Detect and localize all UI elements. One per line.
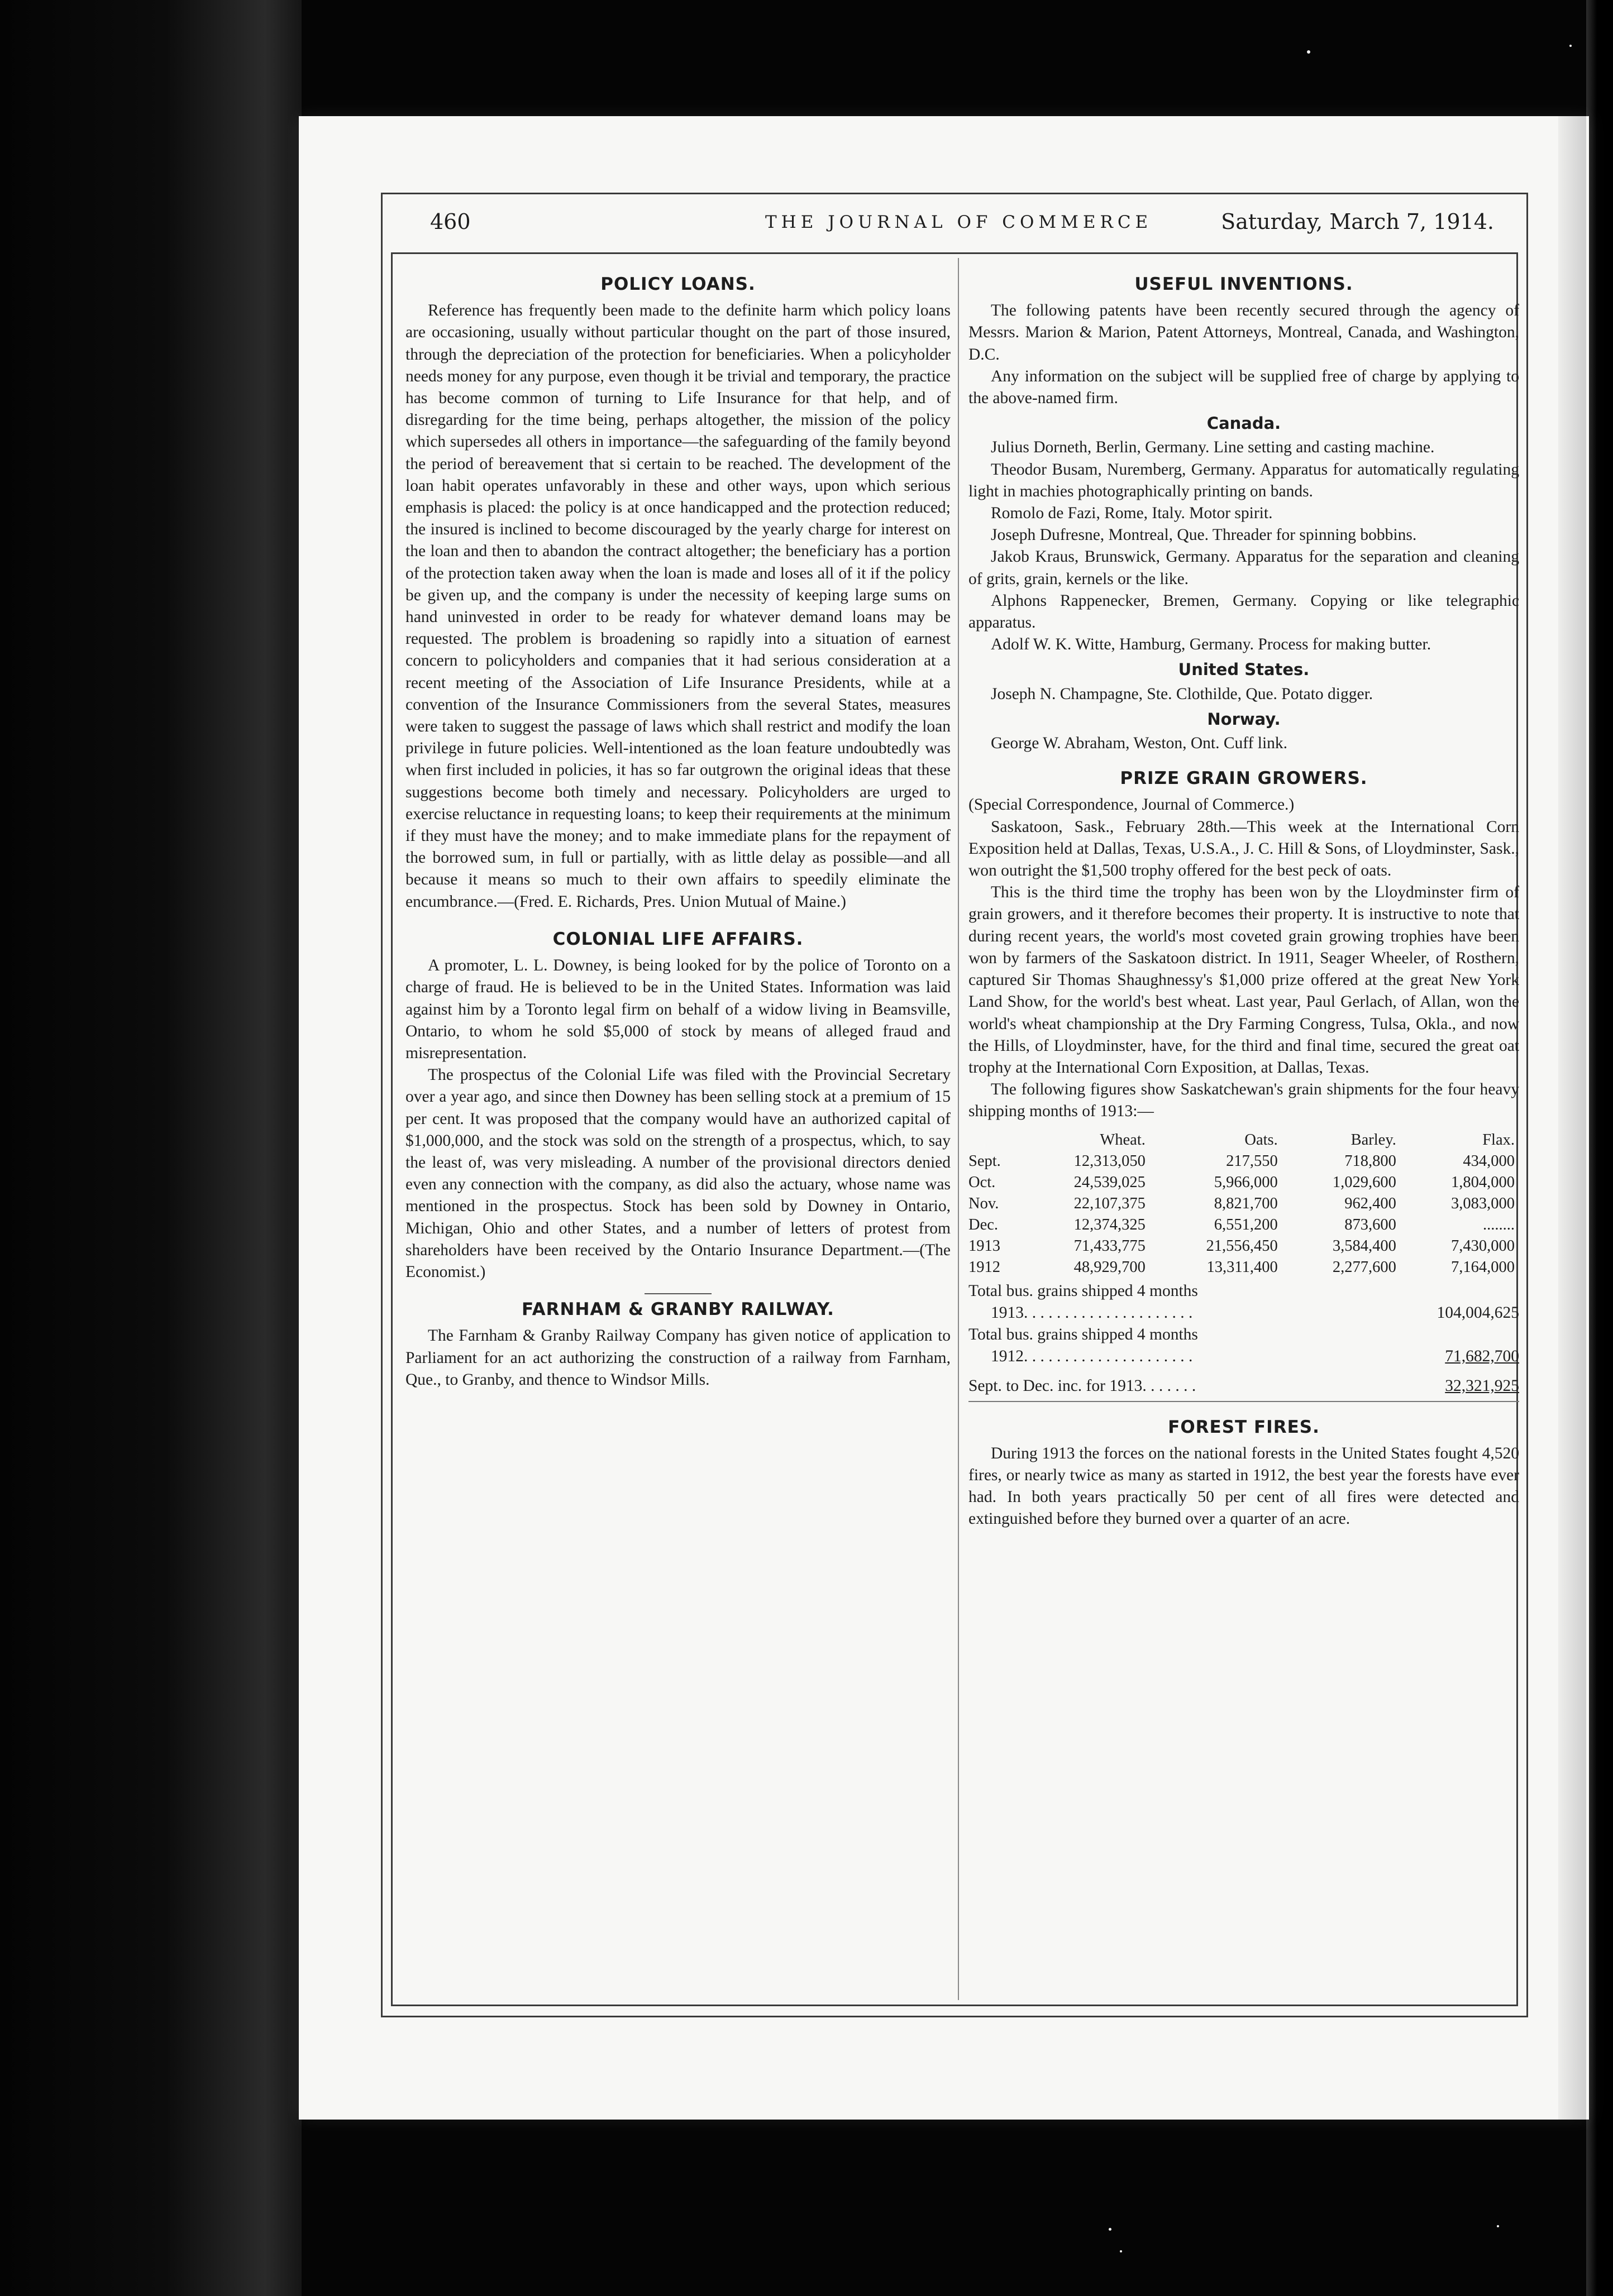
colonial-life-paragraph: A promoter, L. L. Downey, is being looked for by the police of Toronto on a charge of fraud. He is believed to be in the United States. Information was laid against him by a Toronto legal firm on behalf of a widow living in Beamsville, Ontario, to whom he sold $5,000 of stock by means of alleged fraud and misrepresentation. [405,956,951,1062]
table-row [968,1193,1519,1214]
policy-loans-title: POLICY LOANS. [600,274,756,294]
total-1912-label-row [968,1324,1519,1346]
table-row [968,1172,1519,1193]
dust-speck [1120,2250,1122,2252]
table-body [968,1151,1519,1278]
table-cell: 5,966,000 [1214,1173,1278,1191]
table-cell: 21,556,450 [1206,1237,1278,1255]
farnham-body: The Farnham & Granby Railway Company has given notice of application to Parliament for an act authorizing the construction of a railway from Farnham, Que., to Granby, and thence to Windsor Mills. [405,1327,951,1389]
canada-heading: Canada. [1206,414,1281,433]
increase-label: Sept. to Dec. inc. for 1913. . . . . . . [968,1377,1196,1395]
right-column [968,261,1519,1530]
prize-grain-paragraph: Saskatoon, Sask., February 28th.—This week at the International Corn Exposition held at Dallas, Texas, U.S.A., J. C. Hill & Sons, of Lloydminster, Sask., won outright the $1,500 trophy offered for the best peck of oats. [968,817,1519,880]
table-cell: 434,000 [1463,1152,1515,1170]
table-cell: 3,584,400 [1332,1237,1396,1255]
table-cell: 7,430,000 [1451,1237,1515,1255]
patent-item: Theodor Busam, Nuremberg, Germany. Apparatus for automatically regulating light in machies photographically printing on bands. [968,460,1519,500]
table-cell: 22,107,375 [1073,1194,1146,1212]
row-label: 1913 [968,1237,1000,1255]
column-header: Wheat. [1100,1131,1146,1149]
useful-inventions-title: USEFUL INVENTIONS. [1134,274,1353,294]
patent-item: George W. Abraham, Weston, Ont. Cuff link. [991,734,1288,753]
row-label: Nov. [968,1194,999,1212]
increase-value: 32,321,925 [1445,1377,1519,1395]
patent-item: Joseph Dufresne, Montreal, Que. Threader for spinning bobbins. [991,526,1417,544]
total-1913-row [968,1302,1519,1324]
row-label: Oct. [968,1173,996,1191]
norway-heading: Norway. [1207,709,1281,729]
patent-item: Alphons Rappenecker, Bremen, Germany. Copying or like telegraphic apparatus. [968,591,1519,632]
column-divider [958,258,959,2000]
table-cell: 48,929,700 [1073,1258,1146,1276]
table-cell: 12,374,325 [1073,1216,1146,1233]
table-row [968,1151,1519,1172]
total-1912-row [968,1346,1519,1367]
total-year: 1912. . . . . . . . . . . . . . . . . . . . . [991,1347,1193,1366]
left-column [405,261,951,1391]
row-label: Sept. [968,1152,1001,1170]
useful-inventions-info: Any information on the subject will be supplied free of charge by applying to the above-named firm. [968,367,1519,408]
table-cell: 1,804,000 [1451,1173,1515,1191]
scan-background-right [1586,0,1613,2296]
farnham-title: FARNHAM & GRANBY RAILWAY. [522,1299,834,1320]
scan-background-left [0,0,302,2296]
table-cell: 718,800 [1344,1152,1396,1170]
prize-grain-paragraph: The following figures show Saskatchewan's grain shipments for the four heavy shipping months of 1913:— [968,1080,1519,1121]
policy-loans-body: Reference has frequently been made to the definite harm which policy loans are occasioning, usually without particular thought on the part of those insured, through the depreciation of the protection for beneficiaries. When a policyholder needs money for any purpose, even though it be trivial and temporary, the practice has become common of turning to Life Insurance for that help, and of disregarding for the time being, perhaps altogether, the mission of the policy which supersedes all others in importance—the safeguarding of the family beyond the period of bereavement that si certain to be reached. The development of the loan habit operates unfavorably in these and other ways, upon which serious emphasis is placed: the policy is at once handicapped and the protection reduced; the insured is inclined to become discouraged by the yearly charge for interest on the loan and then to abandon the contract altogether; the beneficiary has a portion of the protection taken away when the loan is made and loses all of it if the policy be given up, and the company is under the necessity of keeping large sums on hand uninvested in order to be ready for whatever demand loans may be requested. The problem is broadening so rapidly into a situation of earnest concern to policyholders and companies that it had serious consideration at a recent meeting of the Association of Life Insurance Presidents, while at a convention of the Insurance Commissioners from the several States, measures were taken to suggest the passage of laws which shall restrict and modify the loan privilege in future policies. Well-intentioned as the loan feature undoubtedly was when first included in policies, it has so far outgrown the original ideas that these suggestions become both timely and necessary. Policyholders are urged to exercise reluctance in requesting loans; to keep their requirements at the minimum if they must have the money; and to make immediate plans for the repayment of the borrowed sum, in full or partially, with as little delay as possible—and all because it means so much to their own affairs to speedily eliminate the encumbrance.—(Fred. E. Richards, Pres. Union Mutual of Maine.) [405,302,951,911]
table-cell: 1,029,600 [1332,1173,1396,1191]
dust-speck [1497,2225,1499,2227]
table-cell: 13,311,400 [1206,1258,1278,1276]
table-row [968,1236,1519,1257]
patent-item: Joseph N. Champagne, Ste. Clothilde, Que. Potato digger. [991,685,1373,703]
journal-title: THE JOURNAL OF COMMERCE [765,212,1153,232]
table-cell: 3,083,000 [1451,1194,1515,1212]
patent-item: Adolf W. K. Witte, Hamburg, Germany. Process for making butter. [991,635,1431,654]
section-separator [645,1293,712,1294]
increase-row [968,1375,1519,1397]
issue-date: Saturday, March 7, 1914. [1221,209,1494,234]
united-states-heading: United States. [1178,660,1310,680]
total-label: Total bus. grains shipped 4 months [968,1325,1198,1343]
row-label: 1912 [968,1258,1000,1276]
total-value: 104,004,625 [1437,1303,1519,1322]
page-edge-shadow [1558,116,1586,2120]
total-year: 1913. . . . . . . . . . . . . . . . . . . . . [991,1303,1193,1322]
section-separator [968,1401,1519,1402]
table-row [968,1214,1519,1236]
prize-grain-paragraph: This is the third time the trophy has been won by the Lloydminster firm of grain growers, and it therefore becomes their property. It is instructive to note that during recent years, the world's most coveted grain growing trophies have been won by farmers of the Saskatoon district. In 1911, Seager Wheeler, of Rosthern, captured Sir Thomas Shaughnessy's $1,000 prize offered at the great New York Land Show, for the world's best wheat. Last year, Paul Gerlach, of Allan, won the world's wheat championship at the Dry Farming Congress, Tulsa, Okla., and now the Hills, of Lloydminster, have, for the third and final time, secured the great oat trophy at the International Corn Exposition, at Dallas, Texas. [968,883,1519,1077]
patent-item: Jakob Kraus, Brunswick, Germany. Apparatus for the separation and cleaning of grits, grain, kernels or the like. [968,548,1519,588]
table-header-row [968,1130,1519,1151]
colonial-life-title: COLONIAL LIFE AFFAIRS. [552,929,804,949]
prize-grain-byline: (Special Correspondence, Journal of Commerce.) [968,796,1295,814]
patent-item: Romolo de Fazi, Rome, Italy. Motor spirit. [991,504,1273,523]
forest-fires-title: FOREST FIRES. [1168,1417,1320,1437]
page-header [408,207,1516,246]
grain-shipments-table [968,1130,1519,1278]
table-cell: 24,539,025 [1073,1173,1146,1191]
table-cell: 2,277,600 [1332,1258,1396,1276]
table-cell: 71,433,775 [1073,1237,1146,1255]
column-header: Oats. [1244,1131,1278,1149]
total-1913-label-row [968,1280,1519,1302]
total-label: Total bus. grains shipped 4 months [968,1281,1198,1300]
table-cell: ........ [1483,1216,1515,1233]
colonial-life-paragraph: The prospectus of the Colonial Life was filed with the Provincial Secretary over a year ago, and since then Downey has been selling stock at a premium of 15 per cent. It was proposed that the company would have an authorized capital of $1,000,000, and the stock was sold on the strength of a prospectus, which, to say the least of, was very misleading. A number of the provisional directors denied even any connection with the company, as did also the actuary, whose name was mentioned in the prospectus. Stock has been sold by Downey in Ontario, Michigan, Ohio and other States, and a number of letters of protest from shareholders have been received by the Ontario Insurance Department.—(The Economist.) [405,1066,951,1281]
patent-item: Julius Dorneth, Berlin, Germany. Line setting and casting machine. [991,438,1435,457]
table-cell: 962,400 [1344,1194,1396,1212]
page-number: 460 [430,209,471,234]
column-header [968,1130,1018,1151]
table-cell: 7,164,000 [1451,1258,1515,1276]
table-cell: 12,313,050 [1073,1152,1146,1170]
dust-speck [1109,2228,1111,2231]
table-cell: 8,821,700 [1214,1194,1278,1212]
dust-speck [1307,50,1310,54]
forest-fires-body: During 1913 the forces on the national forests in the United States fought 4,520 fires, or nearly twice as many as started in 1912, the best year the forests have ever had. In both years practically 50 per cent of all fires were detected and extinguished before they burned over a quarter of an acre. [968,1444,1519,1528]
table-cell: 6,551,200 [1214,1216,1278,1233]
table-row [968,1257,1519,1278]
column-header: Flax. [1482,1131,1515,1149]
dust-speck [1569,45,1572,47]
table-cell: 873,600 [1344,1216,1396,1233]
total-value: 71,682,700 [1445,1347,1519,1366]
useful-inventions-intro: The following patents have been recently secured through the agency of Messrs. Marion & Marion, Patent Attorneys, Montreal, Canada, and Washington, D.C. [968,302,1519,363]
table-cell: 217,550 [1226,1152,1278,1170]
row-label: Dec. [968,1216,999,1233]
prize-grain-title: PRIZE GRAIN GROWERS. [1120,768,1368,789]
column-header: Barley. [1350,1131,1396,1149]
